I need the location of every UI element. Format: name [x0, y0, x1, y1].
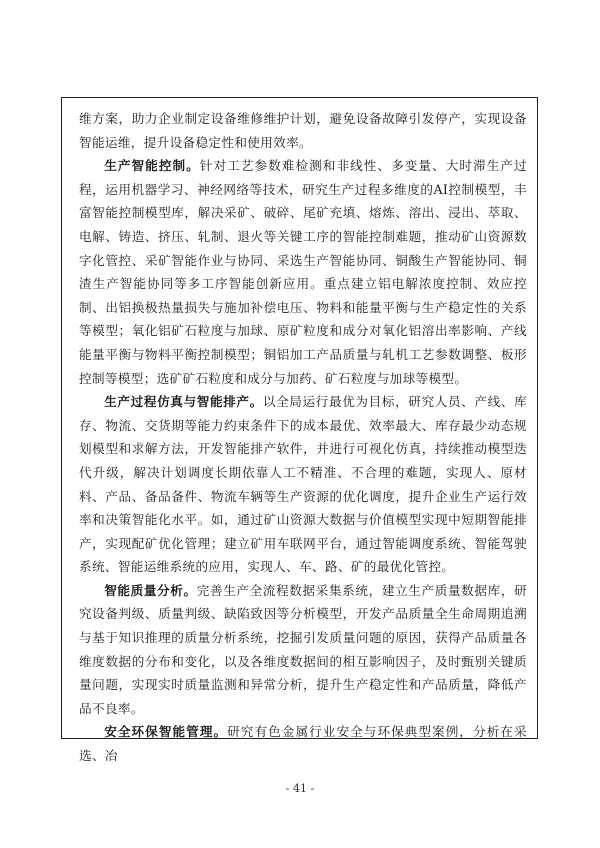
paragraph-safety-environment [79, 720, 527, 767]
page-number: - 41 - [285, 782, 315, 795]
paragraph-quality-analysis [79, 579, 527, 721]
paragraph-body: 以全局运行最优为目标，研究人员、产线、库存、物流、交货期等能力约束条件下的成本最优、效率最大、库存最少动态规划模型和求解方法，开发智能排产软件，并进行可视化仿真，持续推动模型迭代升级，解决计划调度长期依靠人工不精准、不合理的难题，实现人、原材料、产品、备品备件、物流车辆等生产资源的优化调度，提升企业生产运行效率和决策智能化水平。如，通过矿山资源大数据与价值模型实现中短期智能排产，实现配矿优化管理；建立矿用车联网平台，通过智能调度系统、智能驾驶系统、智能运维系统的应用，实现人、车、路、矿的最优化管控。 [79, 394, 528, 575]
content-frame [61, 97, 538, 764]
paragraph-heading: 生产智能控制。 [104, 158, 200, 174]
paragraph-continuation [79, 107, 527, 154]
paragraph-body: 针对工艺参数难检测和非线性、多变量、大时滞生产过程，运用机器学习、神经网络等技术，研究生产过程多维度的AI控制模型，丰富智能控制模型库，解决采矿、破碎、尾矿充填、熔炼、溶出、浸出、萃取、电解、铸造、挤压、轧制、退火等关键工序的智能控制难题，推动矿山资源数字化管控、采矿智能作业与协同、采选生产智能协同、铜酸生产智能协同、铜渣生产智能协同等多工序智能创新应用。重点建立铝电解浓度控制、效应控制、出铝换极热量损失与施加补偿电压、物料和能量平衡与生产稳定性的关系等模型；氧化铝矿石粒度与加球、原矿粒度和成分对氧化铝溶出率影响、产线能量平衡与物料平衡控制模型；铜铝加工产品质量与轧机工艺参数调整、板形控制等模型；选矿矿石粒度和成分与加药、矿石粒度与加球等模型。 [79, 158, 527, 386]
paragraph-body: 维方案，助力企业制定设备维修维护计划，避免设备故障引发停产，实现设备智能运维，提升设备稳定性和使用效率。 [79, 111, 527, 150]
paragraph-heading: 安全环保智能管理。 [104, 724, 228, 740]
paragraph-simulation-scheduling [79, 390, 527, 579]
paragraph-body: 完善生产全流程数据采集系统，建立生产质量数据库，研究设备判级、质量判级、缺陷致因等分析模型，开发产品质量全生命周期追溯与基于知识推理的质量分析系统，挖掘引发质量问题的原因，获得产品质量各维度数据的分布和变化，以及各维度数据间的相互影响因子，及时甄别关键质量问题，实现实时质量监测和异常分析，提升生产稳定性和产品质量，降低产品不良率。 [79, 582, 528, 716]
paragraph-heading: 生产过程仿真与智能排产。 [104, 394, 263, 410]
paragraph-body: 研究有色金属行业安全与环保典型案例，分析在采选、冶 [79, 724, 528, 764]
paragraph-heading: 智能质量分析。 [104, 582, 197, 598]
paragraph-production-control [79, 154, 527, 390]
